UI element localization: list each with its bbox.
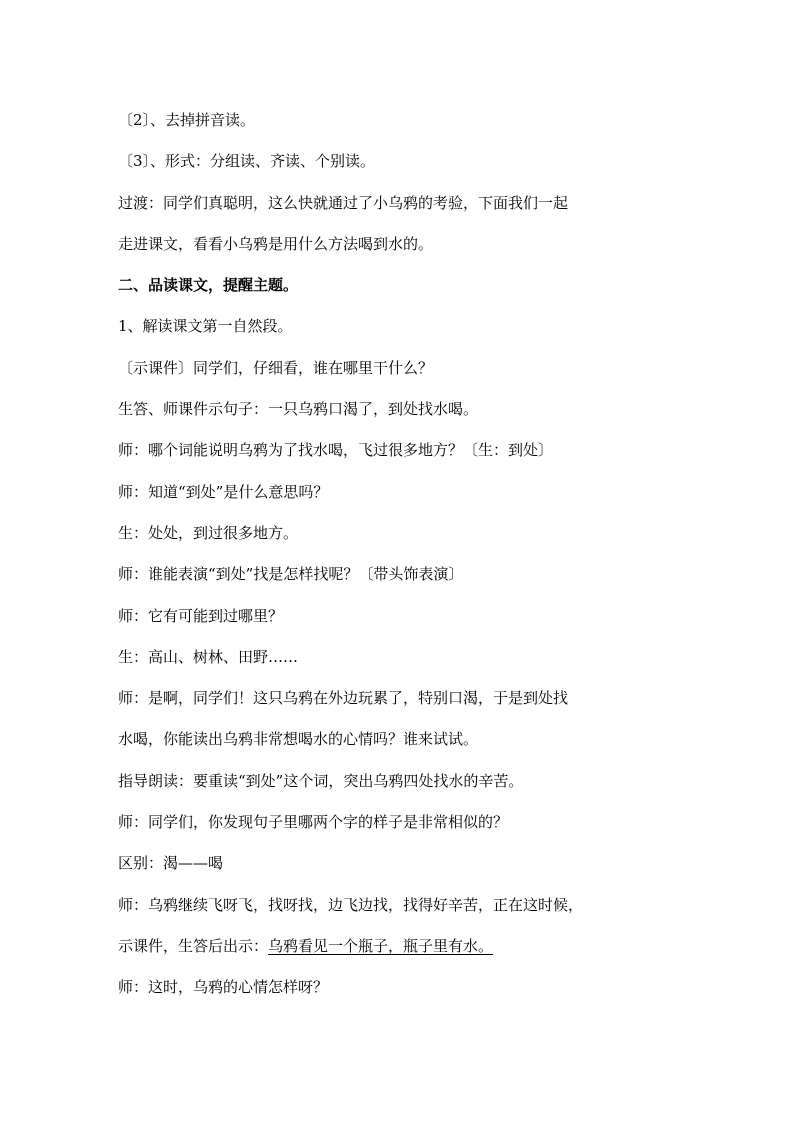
text-line: 〔2〕、去掉拼音读。 (118, 111, 256, 129)
text-line: 〔3〕、形式：分组读、齐读、个别读。 (118, 152, 376, 171)
text-line: 1、解读课文第一自然段。 (118, 317, 293, 336)
text-line (118, 926, 682, 967)
underlined-sentence: 乌鸦看见一个瓶子，瓶子里有水。 (268, 936, 494, 955)
text-line: 师：乌鸦继续飞呀飞，找呀找，边飞边找，找得好辛苦，正在这时候， (118, 895, 584, 914)
text-line: 生：处处，到过很多地方。 (118, 523, 299, 542)
text-line: 师：它有可能到过哪里？ (118, 606, 284, 625)
text-line: 师：谁能表演“到处”找是怎样找呢？〔带头饰表演〕 (118, 565, 464, 584)
text-line: 师：知道“到处”是什么意思吗？ (118, 482, 329, 501)
text-line: 水喝，你能读出乌鸦非常想喝水的心情吗？谁来试试。 (118, 730, 479, 749)
text-line: 走进课文，看看小乌鸦是用什么方法喝到水的。 (118, 234, 434, 253)
text-prefix: 示课件，生答后出示： (118, 936, 269, 955)
text-line: 师：这时，乌鸦的心情怎样呀？ (118, 978, 329, 997)
text-line: 师：同学们，你发现句子里哪两个字的样子是非常相似的？ (118, 813, 509, 832)
section-heading: 二、品读课文，提醒主题。 (118, 276, 299, 295)
text-line: 指导朗读：要重读“到处”这个词，突出乌鸦四处找水的辛苦。 (118, 771, 524, 790)
text-line: 区别：渴——喝 (118, 854, 224, 873)
document-body (118, 100, 682, 1009)
text-line: 过渡：同学们真聪明，这么快就通过了小乌鸦的考验，下面我们一起 (118, 193, 569, 212)
text-line: 生：高山、树林、田野…… (118, 647, 299, 666)
text-line: 生答、师课件示句子：一只乌鸦口渴了，到处找水喝。 (118, 400, 479, 419)
text-line: 师：哪个词能说明乌鸦为了找水喝，飞过很多地方？〔生：到处〕 (118, 441, 554, 460)
text-line: 师：是啊，同学们！这只乌鸦在外边玩累了，特别口渴，于是到处找 (118, 689, 569, 708)
text-line: 〔示课件〕同学们，仔细看，谁在哪里干什么？ (118, 358, 434, 377)
